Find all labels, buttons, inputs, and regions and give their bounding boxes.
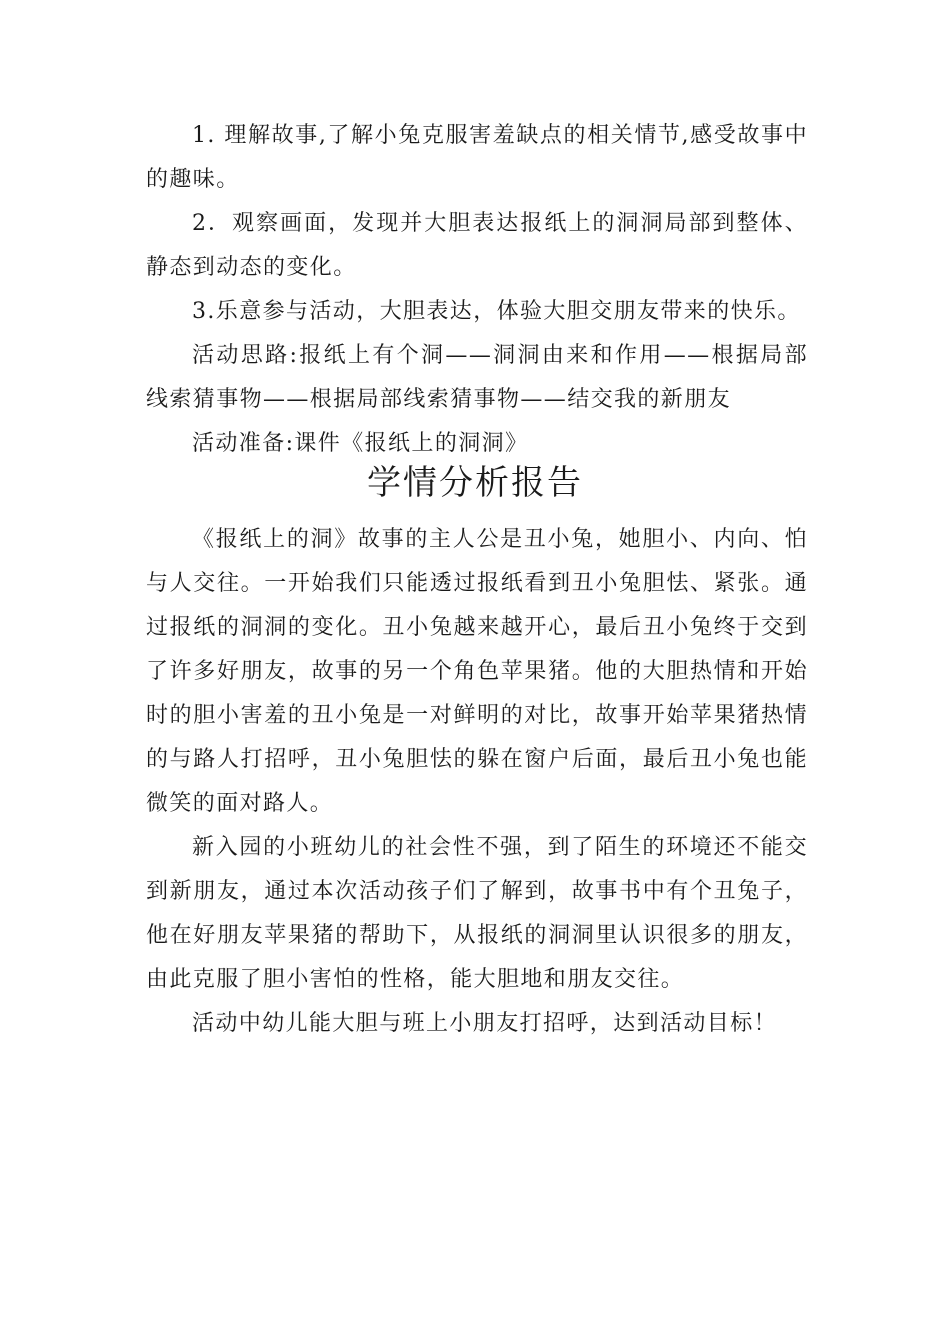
goal-2: 2．观察画面，发现并大胆表达报纸上的洞洞局部到整体、静态到动态的变化。 (146, 211, 808, 280)
activity-approach: 活动思路:报纸上有个洞——洞洞由来和作用——根据局部线索猜事物——根据局部线索猜事物——结交我的新朋友 (146, 343, 808, 412)
goal-3: 3.乐意参与活动，大胆表达，体验大胆交朋友带来的快乐。 (192, 299, 801, 324)
report-paragraph-children: 新入园的小班幼儿的社会性不强，到了陌生的环境还不能交到新朋友，通过本次活动孩子们了解到，故事书中有个丑兔子，他在好朋友苹果猪的帮助下，从报纸的洞洞里认识很多的朋友，由此克服了胆小害怕的性格，能大胆地和朋友交往。 (146, 835, 808, 992)
report-paragraph-conclusion: 活动中幼儿能大胆与班上小朋友打招呼，达到活动目标！ (192, 1011, 778, 1036)
report-paragraph-story: 《报纸上的洞》故事的主人公是丑小兔，她胆小、内向、怕与人交往。一开始我们只能透过报纸看到丑小兔胆怯、紧张。通过报纸的洞洞的变化。丑小兔越来越开心，最后丑小兔终于交到了许多好朋友，故事的另一个角色苹果猪。他的大胆热情和开始时的胆小害羞的丑小兔是一对鲜明的对比，故事开始苹果猪热情的与路人打招呼，丑小兔胆怯的躲在窗户后面，最后丑小兔也能微笑的面对路人。 (146, 527, 808, 816)
report-title: 学情分析报告 (367, 463, 583, 503)
activity-preparation: 活动准备:课件《报纸上的洞洞》 (192, 431, 529, 456)
goal-1: 1. 理解故事,了解小兔克服害羞缺点的相关情节,感受故事中的趣味。 (146, 123, 808, 192)
